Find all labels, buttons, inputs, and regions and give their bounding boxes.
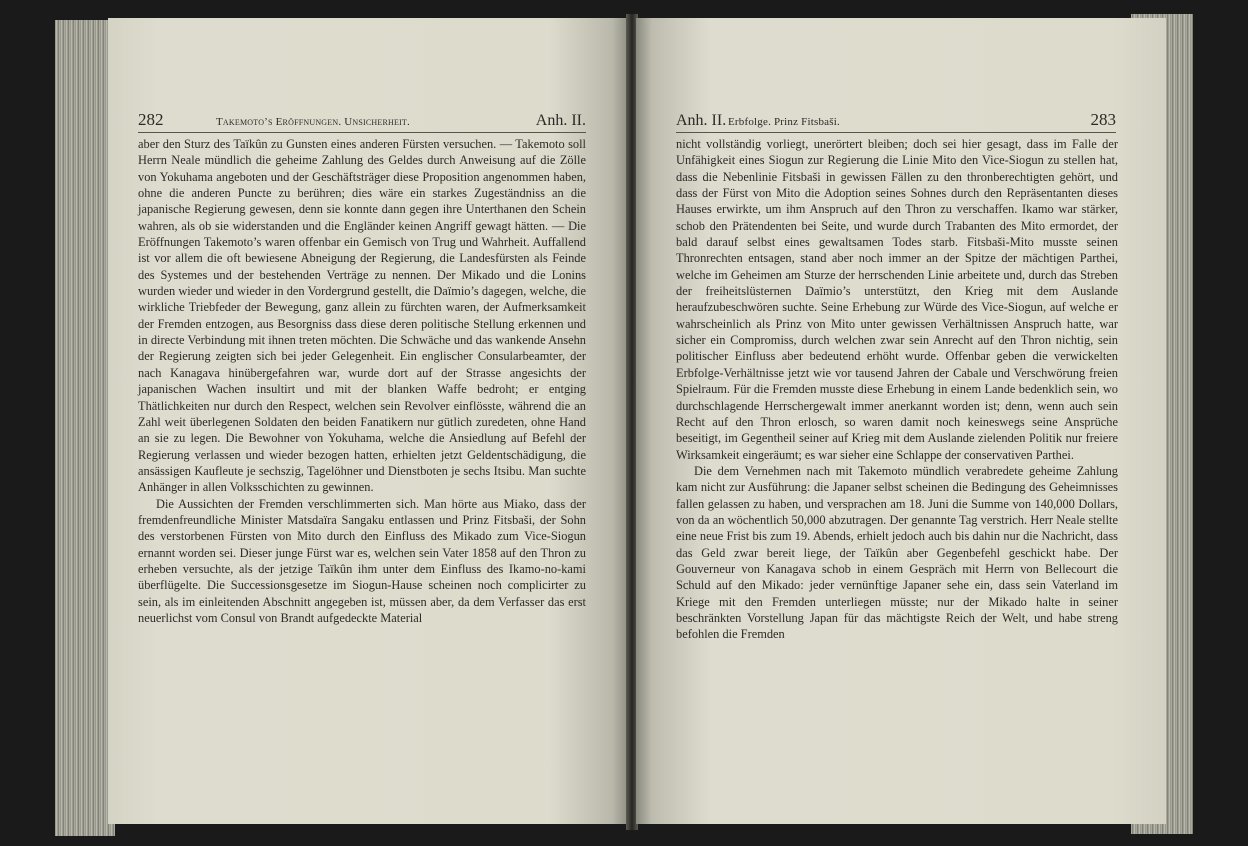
running-head: Erbfolge. Prinz Fitsbaši. <box>728 116 840 128</box>
page-number: 283 <box>1090 110 1116 129</box>
right-page-body <box>676 136 1118 643</box>
running-head: Takemoto’s Eröffnungen. Unsicherheit. <box>216 116 410 128</box>
paragraph: Die dem Vernehmen nach mit Takemoto mündlich verabredete geheime Zahlung kam nicht zur Ausführung: die Japaner selbst scheinen die Bedingung des Geheimnisses fallen gelassen zu haben, und versprachen am 18. Juni die Summe von 140,000 Dollars, von da an wöchentlich 50,000 abzutragen. Der genannte Tag verstrich. Herr Neale stellte eine neue Frist bis zum 19. Abends, erhielt jedoch auch bis dahin nur die Nachricht, dass das Geld zwar bereit liege, der Taïkûn aber Gegenbefehl geschickt habe. Der Gouverneur von Kanagava schob in einem Gespräch mit Herrn von Bellecourt die Schuld auf den Mikado: jeder vernünftige Japaner sehe ein, dass sein Vaterland im Kriege mit den Fremden unterliegen müsste; nur der Mikado halte in seiner beschränkten Vorstellung Japan für das mächtigste Reich der Welt, und habe streng befohlen die Fremden <box>676 463 1118 642</box>
paragraph: aber den Sturz des Taïkûn zu Gunsten eines anderen Fürsten versuchen. — Takemoto soll Herrn Neale mündlich die geheime Zahlung des Geldes durch Anweisung auf die Zölle von Yokuhama angeboten und der Geschäftsträger diese Proposition angenommen haben, ohne die anderen Puncte zu berühren; dies wäre ein starkes Zugeständniss an die japanische Regierung gewesen, denn sie konnte dann gegen ihre Unterthanen den Schein wahren, als ob sie widerstanden und die Engländer keinen Angriff gewagt hätten. — Die Eröffnungen Takemoto’s waren offenbar ein Gemisch von Trug und Wahrheit. Auffallend ist vor allem die oft bewiesene Abneigung der Regierung, die Landesfürsten als Feinde des Systemes und der bestehenden Verträge zu nennen. Der Mikado und die Lonins wurden wieder und wieder in den Vordergrund gestellt, die Daïmio’s dagegen, welche, die wirkliche Triebfeder der Bewegung, ganz allein zu fürchten waren, der Aufmerksamkeit der Fremden entzogen, aus Besorgniss dass diese deren politische Stellung erkennen und in directe Verbindung mit ihnen treten möchten. Die Schwäche und das wankende Ansehn der Regierung zeigten sich bei jeder Gelegenheit. Ein englischer Consularbeamter, der nach Kanagava hinübergefahren war, wurde dort auf der Strasse angesichts der japanischen Wachen insultirt und mit der blanken Waffe bedroht; er entging Thätlichkeiten nur durch den Respect, welchen sein Revolver einflösste, während die an Zahl weit überlegenen Soldaten den beiden Fanatikern nur gütlich zuredeten, ohne Hand an sie zu legen. Die Bewohner von Yokuhama, welche die Ansiedlung auf Befehl der Regierung verlassen und wieder bezogen hatten, erhielten jetzt Geldentschädigung, die ansässigen Kaufleute je sechszig, Tagelöhner und Dienstboten je sechs Itsibu. Man suchte Anhänger in allen Volksschichten zu gewinnen. <box>138 137 586 495</box>
section-label: Anh. II. <box>535 112 586 129</box>
page-number: 282 <box>138 110 164 129</box>
paragraph: Die Aussichten der Fremden verschlimmerten sich. Man hörte aus Miako, dass der fremdenfreundliche Minister Matsdaïra Sangaku entlassen und Prinz Fitsbaši, der Sohn des verstorbenen Fürsten von Mito durch den Einfluss des Mikado zum Vice-Siogun ernannt worden sei. Dieser junge Fürst war es, welchen sein Vater 1858 auf den Thron zu erheben versuchte, als der jetzige Taïkûn ihm unter dem Einfluss des Ikamo-no-kami überflügelte. Die Successionsgesetze im Siogun-Hause scheinen noch complicirter zu sein, als im einleitenden Abschnitt angegeben ist, müssen aber, da dem Verfasser das erst neuerlichst vom Consul von Brandt aufgedeckte Material <box>138 496 586 625</box>
left-page-body <box>138 136 586 626</box>
left-page <box>0 18 628 824</box>
right-page-header <box>676 106 1116 133</box>
left-page-header <box>138 106 586 133</box>
right-page <box>636 18 1166 824</box>
paragraph: nicht vollständig vorliegt, unerörtert bleiben; doch sei hier gesagt, dass im Falle der Unfähigkeit eines Siogun zur Regierung die Linie Mito den Vice-Siogun zu stellen hat, dass die Nebenlinie Fitsbaši in gewissen Fällen zu den thronberechtigten gehört, und dass der Fürst von Mito die Adoption seines Sohnes durch den Repräsentanten dieses Hauses erwirkte, um ihm Anspruch auf den Thron zu verschaffen. Ikamo war stärker, schob den Prätendenten bei Seite, und wurde durch Trabanten des Mito ermordet, der bald darauf selbst eines gewaltsamen Todes starb. Fitsbaši-Mito musste seinen Thronrechten entsagen, stand aber noch immer an der Spitze der mächtigen Parthei, welche im Geheimen am Sturze der herrschenden Linie arbeitete und, durch das Streben der freiheitslüsternen Daïmio’s unterstützt, den Krieg mit dem Auslande heraufzubeschwören suchte. Seine Erhebung zur Würde des Vice-Siogun, auf welche er wahrscheinlich als Prinz von Mito unter gewissen Verhältnissen Anspruch hatte, war sicher ein Compromiss, durch welchen zwar sein Anrecht auf den Thron nichtig, sein politischer Einfluss aber bedeutend erhöht wurde. Offenbar geben die verwickelten Erbfolge-Verhältnisse jetzt wie vor tausend Jahren der Cabale und Verschwörung freien Spielraum. Für die Fremden musste diese Erhebung in einem Lande bedenklich sein, wo durchschlagende Herrschergewalt immer anerkannt worden ist; denn, wenn auch sein Recht auf den Thron erlosch, so waren damit noch keineswegs seine Ansprüche beseitigt, im Gegentheil seiner auf Krieg mit dem Auslande zielenden Politik nur freiere Wirksamkeit eingeräumt; es war sieher eine Schlappe der conservativen Parthei. <box>676 137 1118 462</box>
section-label: Anh. II. <box>676 112 727 129</box>
